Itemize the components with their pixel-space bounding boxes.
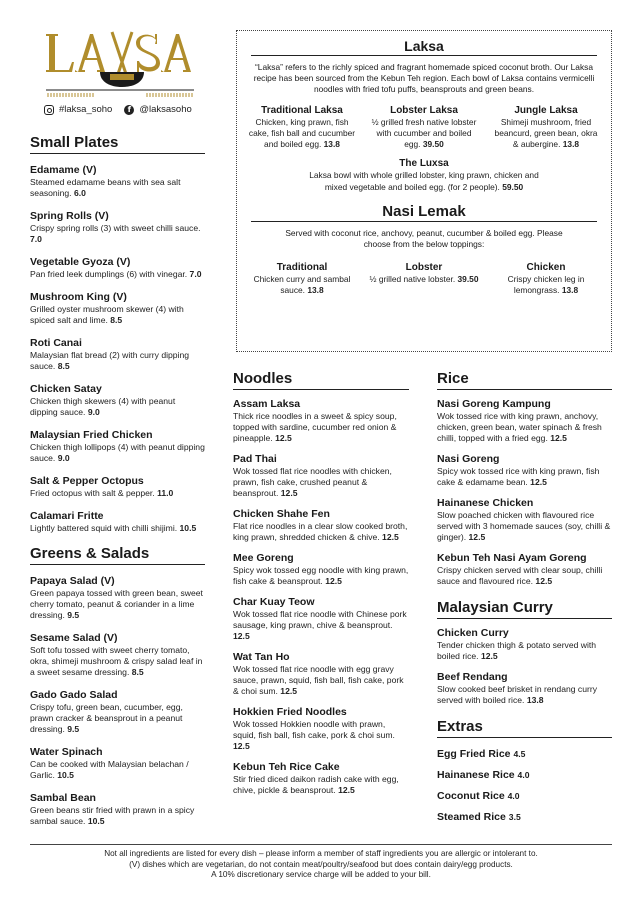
item-price: 10.5 [179, 523, 197, 533]
item-price: 12.5 [275, 433, 292, 443]
item-price: 12.5 [338, 785, 355, 795]
item-price: 11.0 [157, 488, 174, 498]
menu-item [233, 453, 409, 499]
item-desc [30, 588, 205, 621]
footer-line-vegetarian: (V) dishes which are vegetarian, do not contain meat/poultry/seafood but does contain dairy/egg products. [129, 859, 513, 869]
item-desc [437, 565, 612, 587]
item-desc [369, 117, 479, 150]
item-price: 13.8 [562, 139, 580, 149]
menu-item [30, 429, 205, 464]
item-desc-text: Crispy tofu, green bean, cucumber, egg, prawn cracker & beansprout in a peanut dressing. [30, 702, 183, 734]
item-name: Sesame Salad (V) [30, 632, 118, 644]
item-desc-text: Crispy chicken leg in lemongrass. [507, 274, 585, 295]
item-desc [30, 223, 205, 245]
item-price: 4.5 [513, 749, 526, 759]
item-desc-text: Wok tossed flat rice noodle with Chinese pork sausage, king prawn, chive & beansprout. [233, 609, 407, 630]
item-desc-text: Stir fried diced daikon radish cake with egg, chive, pickle & beansprout. [233, 774, 399, 795]
menu-item-luxsa [237, 158, 611, 193]
item-desc-text: Malaysian flat bread (2) with curry dipping sauce. [30, 350, 190, 371]
item-desc [437, 684, 612, 706]
section-title-curry: Malaysian Curry [437, 599, 612, 619]
item-desc [30, 523, 205, 534]
item-price: 9.5 [67, 724, 80, 734]
item-name: The Luxsa [399, 158, 449, 169]
footer-line-service: A 10% discretionary service charge will be added to your bill. [211, 870, 431, 879]
menu-item [437, 453, 612, 488]
section-title-extras: Extras [437, 718, 612, 738]
social-handles [44, 104, 192, 115]
menu-item [437, 398, 612, 444]
menu-item [30, 291, 205, 326]
item-desc-text: Chicken thigh skewers (4) with peanut dipping sauce. [30, 396, 176, 417]
item-name: Char Kuay Teow [233, 596, 315, 608]
item-name: Vegetable Gyoza (V) [30, 256, 131, 268]
item-desc [437, 411, 612, 444]
item-name: Malaysian Fried Chicken [30, 429, 153, 441]
menu-item [233, 596, 409, 642]
item-name: Egg Fried Rice [437, 748, 511, 760]
rice-list [437, 398, 612, 587]
facebook-icon: f [124, 105, 134, 115]
item-desc [247, 274, 357, 296]
item-price: 10.5 [57, 770, 74, 780]
item-desc-text: Wok tossed rice with king prawn, anchovy, chicken, green bean, water spinach & fresh chilli, topped with a fried egg. [437, 411, 602, 443]
instagram-icon [44, 105, 54, 115]
item-desc-text: Slow poached chicken with flavoured rice served with 3 homemade sauces (soy, chilli & ginger). [437, 510, 611, 542]
item-desc-text: Shimeji mushroom, fried beancurd, green bean, okra & aubergine. [494, 117, 598, 149]
item-price: 7.0 [30, 234, 42, 244]
laksa-intro: “Laksa” refers to the richly spiced and fragrant homemade spiced coconut broth. Our Laksa recipe has been sourced from the Kebun Teh region. Each bowl of Laksa contains vermicelli noodles with fried tofu puffs, beansprouts and green beans. [253, 62, 595, 94]
nasi-lemak-grid [247, 262, 601, 296]
item-price: 12.5 [280, 488, 298, 498]
menu-item [30, 792, 205, 827]
section-title-rice: Rice [437, 370, 612, 390]
item-price: 13.8 [323, 139, 340, 149]
item-desc-text: Crispy spring rolls (3) with sweet chilli sauce. [30, 223, 201, 233]
menu-item [437, 671, 612, 706]
item-desc-text: Fried octopus with salt & pepper. [30, 488, 155, 498]
item-name: Coconut Rice [437, 790, 505, 802]
item-price: 7.0 [189, 269, 202, 279]
item-name: Chicken Curry [437, 627, 509, 639]
item-desc [30, 269, 205, 280]
item-desc [491, 274, 601, 296]
item-name: Chicken Satay [30, 383, 102, 395]
item-price: 9.0 [57, 453, 70, 463]
item-desc: Laksa bowl with whole grilled lobster, king prawn, chicken and mixed vegetable and boiled egg. (for 2 people). 59.50 [309, 170, 539, 192]
menu-item [369, 105, 479, 150]
item-desc-text: Crispy chicken served with clear soup, chilli sauce and flavoured rice. [437, 565, 603, 586]
item-price: 13.8 [307, 285, 324, 295]
menu-item [437, 497, 612, 543]
item-desc [233, 774, 409, 796]
item-name: Edamame (V) [30, 164, 97, 176]
item-price: 12.5 [233, 741, 250, 751]
menu-item [30, 256, 205, 280]
item-desc [233, 719, 409, 752]
item-price: 13.8 [561, 285, 579, 295]
section-title-nasi-lemak: Nasi Lemak [251, 203, 597, 222]
extra-item [437, 769, 612, 781]
laksa-nasi-lemak-box [236, 30, 612, 352]
item-desc-text: Lightly battered squid with chilli shijimi. [30, 523, 178, 533]
item-desc-text: Spicy wok tossed rice with king prawn, fish cake & edamame bean. [437, 466, 600, 487]
item-price: 12.5 [382, 532, 399, 542]
item-desc-text: Wok tossed Hokkien noodle with prawn, squid, fish ball, fish cake, pork & choi sum. [233, 719, 395, 740]
rice-column [437, 370, 612, 832]
section-title-small-plates: Small Plates [30, 134, 205, 154]
item-name: Steamed Rice [437, 811, 506, 823]
menu-item [30, 475, 205, 499]
greens-list [30, 575, 205, 827]
menu-item [369, 262, 479, 296]
item-price: 4.0 [507, 791, 520, 801]
item-desc-text: Grilled oyster mushroom skewer (4) with spiced salt and lime. [30, 304, 184, 325]
item-price: 12.5 [233, 631, 250, 641]
item-desc [30, 645, 205, 678]
menu-item [233, 706, 409, 752]
item-name: Traditional Laksa [261, 105, 343, 116]
section-title-laksa: Laksa [251, 38, 597, 56]
item-name: Nasi Goreng Kampung [437, 398, 551, 410]
item-price: 12.5 [535, 576, 553, 586]
item-name: Traditional [276, 262, 328, 273]
item-name: Nasi Goreng [437, 453, 500, 465]
item-desc-text: ½ grilled fresh native lobster with cucumber and boiled egg. [371, 117, 477, 149]
extra-item [437, 811, 612, 823]
item-desc [30, 177, 205, 199]
item-price: 12.5 [480, 651, 498, 661]
item-desc [30, 442, 205, 464]
item-price: 12.5 [468, 532, 486, 542]
item-name: Roti Canai [30, 337, 82, 349]
item-desc-text: Steamed edamame beans with sea salt seasoning. [30, 177, 181, 198]
item-name: Papaya Salad (V) [30, 575, 115, 587]
extra-item [437, 790, 612, 802]
item-name: Chicken Shahe Fen [233, 508, 330, 520]
item-name: Lobster [405, 262, 443, 273]
menu-item [30, 746, 205, 781]
item-price: 6.0 [73, 188, 86, 198]
item-desc-text: Chicken curry and sambal sauce. [253, 274, 351, 295]
item-desc-text: Pan fried leek dumplings (6) with vinegar. [30, 269, 188, 279]
menu-item [233, 398, 409, 444]
item-price: 59.50 [502, 181, 524, 192]
item-name: Gado Gado Salad [30, 689, 118, 701]
item-name: Lobster Laksa [390, 105, 458, 116]
item-desc [233, 664, 409, 697]
item-desc [30, 350, 205, 372]
item-name: Kebun Teh Nasi Ayam Goreng [437, 552, 587, 564]
footer-line-allergy: Not all ingredients are listed for every dish – please inform a member of staff ingredients you are allergic or intolerant to. [104, 849, 538, 858]
item-price: 39.50 [422, 139, 444, 149]
item-desc [233, 565, 409, 587]
item-name: Spring Rolls (V) [30, 210, 109, 222]
menu-item [491, 105, 601, 150]
item-desc-text: Chicken thigh lollipops (4) with peanut dipping sauce. [30, 442, 205, 463]
item-name: Mee Goreng [233, 552, 294, 564]
menu-item [233, 761, 409, 796]
item-desc [233, 411, 409, 444]
section-title-noodles: Noodles [233, 370, 409, 390]
menu-item [233, 651, 409, 697]
item-name: Assam Laksa [233, 398, 301, 410]
item-price: 9.0 [87, 407, 100, 417]
menu-item [247, 262, 357, 296]
item-desc [491, 117, 601, 150]
item-price: 39.50 [457, 274, 479, 284]
item-desc-text: Wok tossed flat rice noodle with egg gravy sauce, prawn, squid, fish ball, fish cake, pork & choi sum. [233, 664, 404, 696]
item-desc [437, 640, 612, 662]
item-desc [437, 510, 612, 543]
menu-item [437, 627, 612, 662]
item-desc-text: Chicken, king prawn, fish cake, fish ball and cucumber and boiled egg. [248, 117, 356, 149]
item-desc-text: ½ grilled native lobster. [369, 274, 456, 284]
menu-item [233, 508, 409, 543]
menu-item [30, 510, 205, 534]
item-name: Pad Thai [233, 453, 277, 465]
item-desc-text: Thick rice noodles in a sweet & spicy soup, topped with sardine, cucumber red onion & pineapple. [233, 411, 397, 443]
facebook-handle[interactable]: f @laksasoho [124, 104, 191, 115]
small-plates-list [30, 164, 205, 534]
laksa-grid [247, 105, 601, 150]
item-desc [247, 117, 357, 150]
item-desc-text: Spicy wok tossed egg noodle with king prawn, fish cake & beansprout. [233, 565, 409, 586]
item-desc-text: Slow cooked beef brisket in rendang curry served with boiled rice. [437, 684, 598, 705]
menu-item [30, 689, 205, 735]
item-price: 10.5 [87, 816, 105, 826]
menu-item [30, 210, 205, 245]
laksa-logo [40, 28, 200, 98]
item-desc [233, 466, 409, 499]
item-price: 3.5 [508, 812, 521, 822]
item-desc-text: Flat rice noodles in a clear slow cooked broth, king prawn, shredded chicken & chive. [233, 521, 408, 542]
item-name: Calamari Fritte [30, 510, 104, 522]
menu-item [491, 262, 601, 296]
item-desc-text: Soft tofu tossed with sweet cherry tomato, okra, shimeji mushroom & crispy salad leaf in a sweet sesame dressing. [30, 645, 203, 677]
item-name: Hainanese Rice [437, 769, 515, 781]
item-price: 12.5 [550, 433, 567, 443]
item-price: 8.5 [110, 315, 123, 325]
left-column [30, 134, 205, 838]
item-name: Mushroom King (V) [30, 291, 127, 303]
item-desc [233, 521, 409, 543]
nasi-lemak-intro: Served with coconut rice, anchovy, peanut, cucumber & boiled egg. Please choose from the below toppings: [285, 228, 563, 249]
footer-notes [30, 844, 612, 881]
item-desc [30, 304, 205, 326]
item-desc-text: Green papaya tossed with green bean, sweet cherry tomato, peanut & coriander in a lime dressing. [30, 588, 203, 620]
menu-item [30, 383, 205, 418]
item-name: Beef Rendang [437, 671, 508, 683]
menu-item [30, 575, 205, 621]
item-name: Salt & Pepper Octopus [30, 475, 144, 487]
menu-item [247, 105, 357, 150]
menu-item [30, 632, 205, 678]
item-desc-text: Can be cooked with Malaysian belachan / Garlic. [30, 759, 189, 780]
section-title-greens: Greens & Salads [30, 545, 205, 565]
item-desc [30, 702, 205, 735]
item-desc-text: Green beans stir fried with prawn in a spicy sambal sauce. [30, 805, 195, 826]
item-desc [30, 396, 205, 418]
item-price: 13.8 [526, 695, 544, 705]
item-name: Sambal Bean [30, 792, 96, 804]
item-desc [30, 488, 205, 499]
noodles-column [233, 370, 409, 805]
extra-item [437, 748, 612, 760]
extras-list [437, 748, 612, 823]
menu-item [233, 552, 409, 587]
item-price: 8.5 [57, 361, 70, 371]
curry-list [437, 627, 612, 706]
item-name: Chicken [526, 262, 566, 273]
item-desc [30, 805, 205, 827]
item-name: Kebun Teh Rice Cake [233, 761, 340, 773]
menu-item [30, 164, 205, 199]
item-name: Water Spinach [30, 746, 103, 758]
item-desc-text: Wok tossed flat rice noodles with chicken, prawn, fish cake, crushed peanut & beansprout. [233, 466, 392, 498]
item-desc [233, 609, 409, 642]
item-price: 9.5 [67, 610, 80, 620]
item-price: 4.0 [517, 770, 530, 780]
item-name: Hokkien Fried Noodles [233, 706, 347, 718]
item-price: 12.5 [530, 477, 547, 487]
item-desc [30, 759, 205, 781]
instagram-handle[interactable]: #laksa_soho [44, 104, 112, 115]
noodles-list [233, 398, 409, 796]
item-name: Jungle Laksa [514, 105, 578, 116]
item-desc [369, 274, 479, 285]
menu-item [30, 337, 205, 372]
menu-item [437, 552, 612, 587]
item-name: Wat Tan Ho [233, 651, 290, 663]
item-name: Hainanese Chicken [437, 497, 534, 509]
item-price: 12.5 [280, 686, 298, 696]
item-price: 8.5 [131, 667, 144, 677]
item-desc [437, 466, 612, 488]
item-desc-text: Tender chicken thigh & potato served with boiled rice. [437, 640, 597, 661]
item-price: 12.5 [325, 576, 342, 586]
